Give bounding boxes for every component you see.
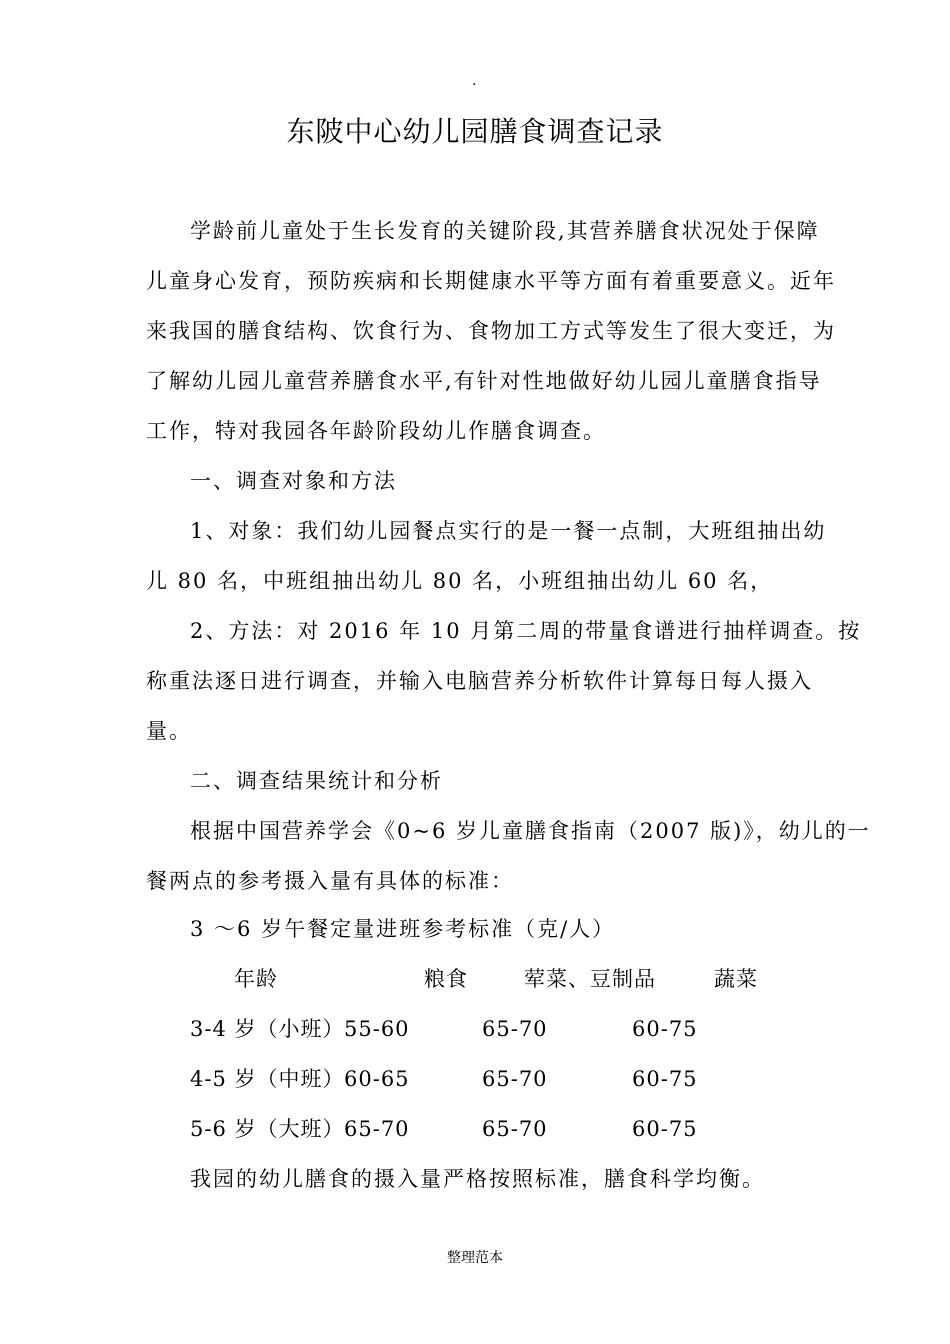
section-heading: 一、调查对象和方法: [190, 469, 397, 493]
intro-line: 学龄前儿童处于生长发育的关键阶段,其营养膳食状况处于保障: [190, 219, 820, 243]
table-header-cell: 粮食: [424, 967, 468, 991]
header-mark: .: [472, 73, 477, 89]
table-cell: 60-75: [632, 1017, 698, 1041]
paragraph-line: 我园的幼儿膳食的摄入量严格按照标准，膳食科学均衡。: [190, 1167, 765, 1191]
paragraph-line: 2、方法：对 2016 年 10 月第二周的带量食谱进行抽样调查。按: [190, 619, 862, 643]
table-cell: 65-70: [482, 1067, 548, 1091]
table-cell: 55-60: [344, 1017, 410, 1041]
table-cell: 60-75: [632, 1117, 698, 1141]
table-header-cell: 蔬菜: [714, 967, 758, 991]
table-cell: 60-75: [632, 1067, 698, 1091]
table-cell: 65-70: [482, 1117, 548, 1141]
paragraph-line: 儿 80 名，中班组抽出幼儿 80 名，小班组抽出幼儿 60 名，: [146, 569, 774, 593]
table-cell: 65-70: [344, 1117, 410, 1141]
page-title: 东陂中心幼儿园膳食调查记录: [286, 115, 664, 148]
paragraph-line: 1、对象：我们幼儿园餐点实行的是一餐一点制，大班组抽出幼: [190, 519, 827, 543]
table-cell: 3-4 岁（小班）: [190, 1017, 345, 1041]
table-header-cell: 荤菜、豆制品: [524, 967, 656, 991]
paragraph-line: 量。: [146, 719, 192, 743]
table-cell: 60-65: [344, 1067, 410, 1091]
intro-line: 了解幼儿园儿童营养膳食水平,有针对性地做好幼儿园儿童膳食指导: [146, 369, 822, 393]
intro-line: 儿童身心发育，预防疾病和长期健康水平等方面有着重要意义。近年: [146, 269, 836, 293]
table-cell: 5-6 岁（大班）: [190, 1117, 345, 1141]
paragraph-line: 称重法逐日进行调查，并输入电脑营养分析软件计算每日每人摄入: [146, 669, 813, 693]
paragraph-line: 餐两点的参考摄入量有具体的标准：: [146, 869, 514, 893]
table-cell: 4-5 岁（中班）: [190, 1067, 345, 1091]
table-header-cell: 年龄: [234, 967, 278, 991]
page-footer: 整理范本: [447, 1250, 503, 1266]
paragraph-line: 根据中国营养学会《0~6 岁儿童膳食指南（2007 版)》，幼儿的一: [190, 819, 871, 843]
table-caption: 3 ～6 岁午餐定量进班参考标准（克/人）: [190, 917, 616, 941]
section-heading: 二、调查结果统计和分析: [190, 769, 443, 793]
table-cell: 65-70: [482, 1017, 548, 1041]
intro-line: 来我国的膳食结构、饮食行为、食物加工方式等发生了很大变迁，为: [146, 319, 836, 343]
intro-line: 工作，特对我园各年龄阶段幼儿作膳食调查。: [146, 419, 606, 443]
